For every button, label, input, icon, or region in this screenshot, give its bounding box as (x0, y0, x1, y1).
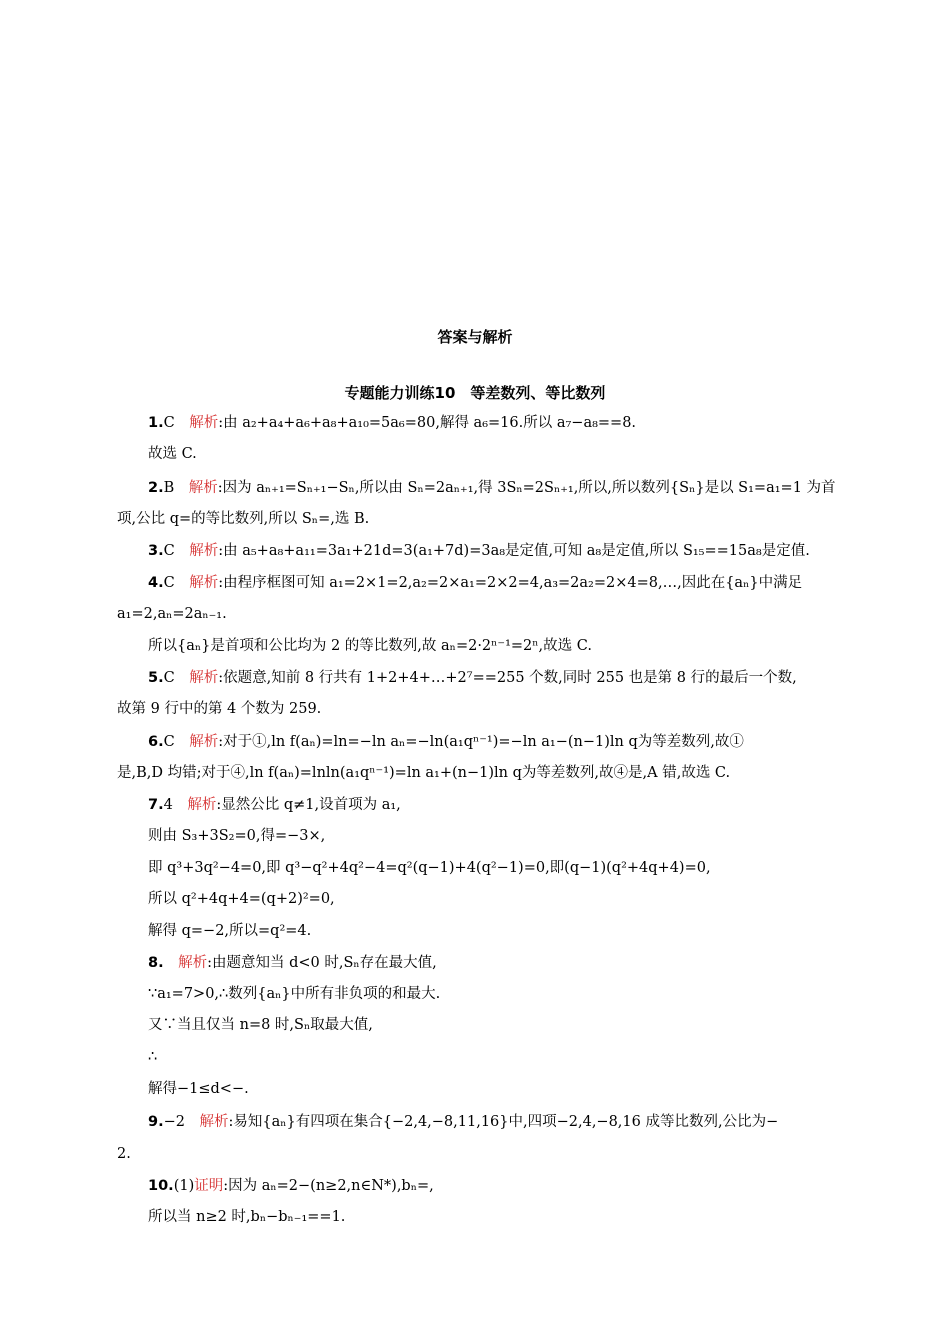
proof-label: 证明 (194, 1178, 224, 1194)
analysis-label: 解析 (189, 734, 219, 750)
answer-line-4: 项,公比 q=的等比数列,所以 Sₙ=,选 B. (117, 511, 370, 527)
answer-line-18: 8. 解析:由题意知当 d<0 时,Sₙ存在最大值, (148, 955, 437, 971)
answer-line-21: ∴ (148, 1049, 158, 1065)
analysis-label: 解析 (178, 955, 208, 971)
analysis-label: 解析 (189, 575, 219, 591)
analysis-label: 解析 (189, 543, 219, 559)
answer-line-11: 6.C 解析:对于①,ln f(aₙ)=ln=−ln aₙ=−ln(a₁qⁿ⁻¹)=−ln a₁−(n−1)ln q为等差数列,故① (148, 734, 744, 750)
answer-line-6: 4.C 解析:由程序框图可知 a₁=2×1=2,a₂=2×a₁=2×2=4,a₃=2a₂=2×4=8,…,因此在{aₙ}中满足 (148, 575, 803, 591)
analysis-label: 解析 (199, 1114, 229, 1130)
answer-line-19: ∵a₁=7>0,∴数列{aₙ}中所有非负项的和最大. (148, 986, 441, 1002)
answer-line-2: 故选 C. (148, 446, 197, 462)
answer-line-7: a₁=2,aₙ=2aₙ₋₁. (117, 606, 227, 622)
answer-line-14: 则由 S₃+3S₂=0,得=−3×, (148, 828, 326, 844)
analysis-label: 解析 (189, 670, 219, 686)
answer-line-8: 所以{aₙ}是首项和公比均为 2 的等比数列,故 aₙ=2·2ⁿ⁻¹=2ⁿ,故选 C. (148, 638, 592, 654)
answer-line-20: 又∵当且仅当 n=8 时,Sₙ取最大值, (148, 1017, 373, 1033)
answer-line-12: 是,B,D 均错;对于④,ln f(aₙ)=lnln(a₁qⁿ⁻¹)=ln a₁+(n−1)ln q为等差数列,故④是,A 错,故选 C. (117, 765, 731, 781)
analysis-label: 解析 (187, 797, 217, 813)
analysis-label: 解析 (189, 415, 219, 431)
section-heading: 专题能力训练10 等差数列、等比数列 (344, 384, 606, 402)
answer-line-13: 7.4 解析:显然公比 q≠1,设首项为 a₁, (148, 797, 401, 813)
answer-line-5: 3.C 解析:由 a₅+a₈+a₁₁=3a₁+21d=3(a₁+7d)=3a₈是定值,可知 a₈是定值,所以 S₁₅==15a₈是定值. (148, 543, 810, 559)
answer-line-17: 解得 q=−2,所以=q²=4. (148, 923, 312, 939)
answer-line-10: 故第 9 行中的第 4 个数为 259. (117, 701, 322, 717)
analysis-label: 解析 (188, 480, 218, 496)
answer-line-15: 即 q³+3q²−4=0,即 q³−q²+4q²−4=q²(q−1)+4(q²−1)=0,即(q−1)(q²+4q+4)=0, (148, 860, 711, 876)
page-heading: 答案与解析 (437, 328, 513, 346)
answer-line-16: 所以 q²+4q+4=(q+2)²=0, (148, 891, 335, 907)
answer-line-25: 10.(1)证明:因为 aₙ=2−(n≥2,n∈N*),bₙ=, (148, 1178, 434, 1194)
answer-line-9: 5.C 解析:依题意,知前 8 行共有 1+2+4+…+2⁷==255 个数,同时 255 也是第 8 行的最后一个数, (148, 670, 797, 686)
answer-line-23: 9.−2 解析:易知{aₙ}有四项在集合{−2,4,−8,11,16}中,四项−2,4,−8,16 成等比数列,公比为− (148, 1114, 779, 1130)
answer-line-3: 2.B 解析:因为 aₙ₊₁=Sₙ₊₁−Sₙ,所以由 Sₙ=2aₙ₊₁,得 3Sₙ=2Sₙ₊₁,所以,所以数列{Sₙ}是以 S₁=a₁=1 为首 (148, 480, 836, 496)
answer-line-1: 1.C 解析:由 a₂+a₄+a₆+a₈+a₁₀=5a₆=80,解得 a₆=16.所以 a₇−a₈==8. (148, 415, 637, 431)
answer-line-24: 2. (117, 1146, 131, 1162)
answer-line-26: 所以当 n≥2 时,bₙ−bₙ₋₁==1. (148, 1209, 346, 1225)
answer-line-22: 解得−1≤d<−. (148, 1081, 249, 1097)
